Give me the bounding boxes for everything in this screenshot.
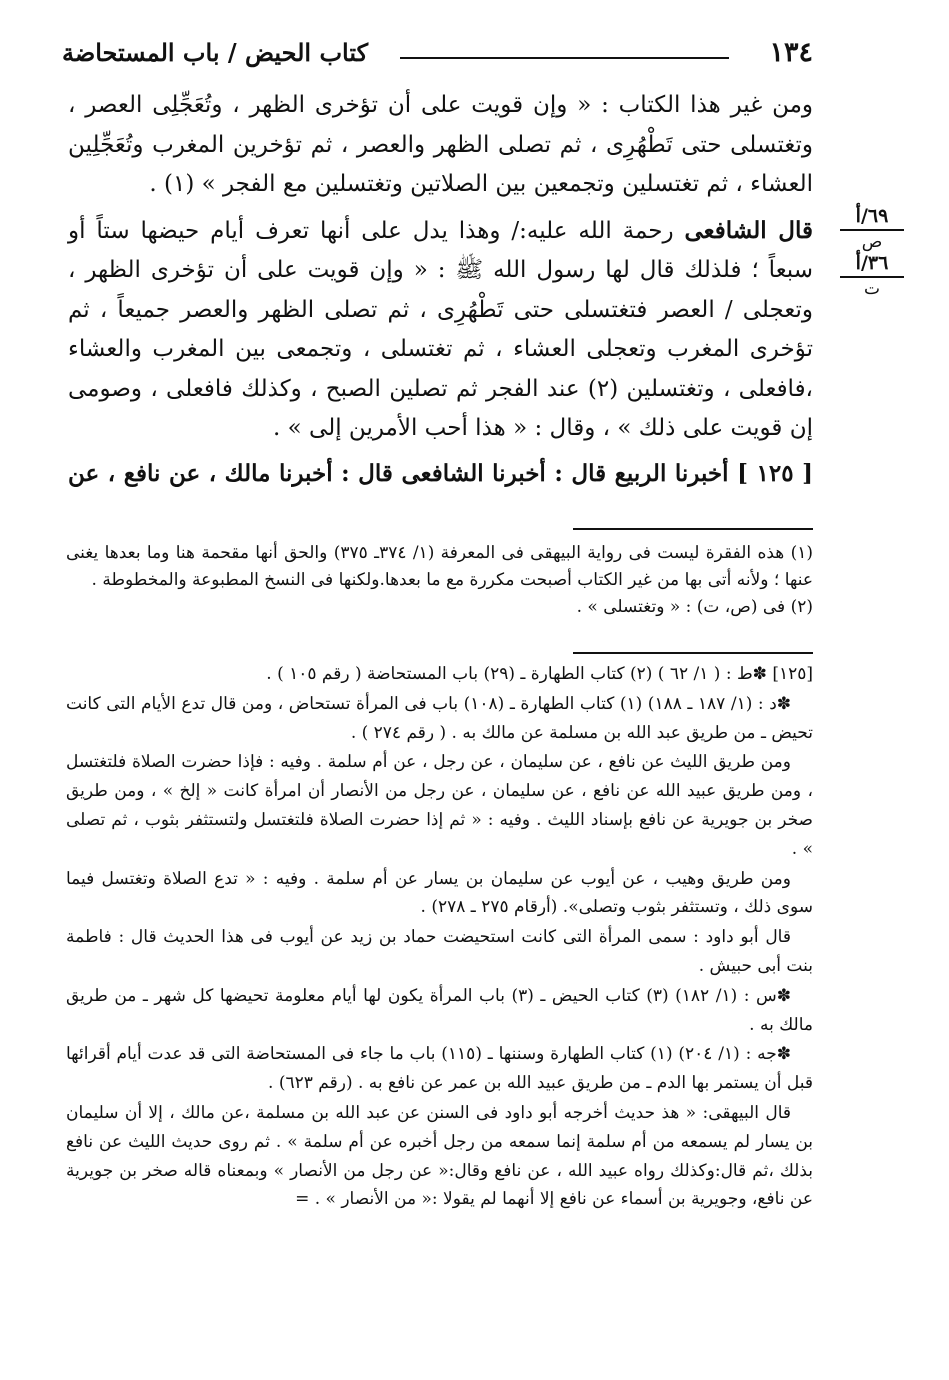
takhrij-7: ✽جه : (١/ ٢٠٤) (١) كتاب الطهارة وسننها ـ (١١٥) باب ما جاء فى المستحاضة التى قد عدت أيام أقرائها قبل أن يستمر بها الدم ـ من طريق عبيد الله بن عمر عن نافع به . (رقم ٦٢٣) .: [66, 1044, 813, 1094]
paragraph-2-text: رحمة الله عليه:/ وهذا يدل على أنها تعرف أيام حيضها ستاً أو سبعاً ؛ فلذلك قال لها رسول الله ﷺ : « وإن قويت على أن تؤخرى الظهر ، وتعجلى / العصر فتغتسلى حتى تَطْهُرِى ، ثم تصلى الظهر والعصر جميعاً ، ثم تؤخرى المغرب وتعجلى العشاء ، ثم تغتسلى ، وتجمعى بين المغرب والعشاء ،فافعلى ، وتغتسلين (٢) عند الفجر ثم تصلين الصبح ، وكذلك فافعلى ، وصومى إن قويت على ذلك » ، وقال : « هذا أحب الأمرين إلى » .: [68, 217, 813, 441]
margin-ref-2: ٣٦/أ: [855, 252, 889, 274]
takhrij-notes: [66, 660, 813, 1215]
takhrij-1: [١٢٥] ✽ط : ( ١/ ٦٢ ) (٢) كتاب الطهارة ـ (٢٩) باب المستحاضة ( رقم ١٠٥ ) .: [266, 664, 813, 684]
margin-sigil-2: ت: [863, 279, 880, 299]
running-title: كتاب الحيض / باب المستحاضة: [62, 38, 369, 67]
hadith-heading: [ ١٢٥ ] أخبرنا الربيع قال : أخبرنا الشافعى قال : أخبرنا مالك ، عن نافع ، عن: [68, 459, 813, 487]
footnote-2: (٢) فى (ص، ت) : « وتغتسلى » .: [576, 597, 813, 617]
margin-rule-2: [840, 276, 904, 278]
takhrij-3: ومن طريق الليث عن نافع ، عن سليمان ، عن رجل ، عن أم سلمة . وفيه : فإذا حضرت الصلاة فلتغتسل ، ومن طريق عبيد الله عن نافع ، عن سليمان ، عن رجل من الأنصار أن امرأة كانت « إلخ » ، ومن طريق صخر بن جويرية عن نافع بإسناد الليث . وفيه : « ثم إذا حضرت الصلاة فلتغتسل ولتستثفر بثوب ، ثم تصلى » .: [66, 752, 813, 859]
speaker-name: قال الشافعى: [684, 216, 813, 244]
takhrij-rule: [573, 652, 813, 654]
main-text: [68, 86, 813, 493]
footnote-rule: [573, 528, 813, 530]
takhrij-4: ومن طريق وهيب ، عن أيوب عن سليمان بن يسار عن أم سلمة . وفيه : « تدع الصلاة وتغتسل فيما سوى ذلك ، وتستثفر بثوب وتصلى». (أرقام ٢٧٥ ـ ٢٧٨) .: [66, 868, 813, 918]
takhrij-8: قال البيهقى: « هذ حديث أخرجه أبو داود فى السنن عن عبد الله بن مسلمة ،عن مالك ، إلا أن سليمان بن يسار لم يسمعه من أم سلمة إنما سمعه من رجل أخبره عن أم سلمة » . ثم روى حديث الليث عن نافع بذلك ،ثم قال:وكذلك رواه عبيد الله ، عن نافع وقال:« عن رجل من الأنصار » وبمعناه قاله صخر بن جويرية عن نافع، وجويرية بن أسماء عن نافع إلا أنهما لم يقولا :« من الأنصار » . =: [66, 1102, 813, 1210]
margin-rule-1: [840, 229, 904, 231]
footnotes: [66, 540, 813, 621]
footnote-1: (١) هذه الفقرة ليست فى رواية البيهقى فى المعرفة (١/ ٣٧٤ـ ٣٧٥) والحق أنها مقحمة هنا وما بعدها يغنى عنها ؛ ولأنه أتى بها من غير الكتاب أصبحت مكررة مع ما بعدها.ولكنها فى النسخ المطبوعة والمخطوطة .: [66, 543, 813, 590]
takhrij-2: ✽د : (١/ ١٨٧ ـ ١٨٨) (١) كتاب الطهارة ـ (١٠٨) باب فى المرأة تستحاض ، ومن قال تدع الأيام التى كانت تحيض ـ من طريق عبد الله بن مسلمة عن مالك به . ( رقم ٢٧٤ ) .: [66, 693, 813, 743]
margin-ref-1: ٦٩/أ: [855, 205, 889, 227]
page-number: ١٣٤: [769, 37, 813, 68]
takhrij-6: ✽س : (١/ ١٨٢) (٣) كتاب الحيض ـ (٣) باب المرأة يكون لها أيام معلومة تحيضها كل شهر ـ من طريق مالك به .: [66, 985, 813, 1035]
margin-sigil-1: ص: [861, 232, 883, 252]
header-rule: [400, 57, 729, 59]
takhrij-5: قال أبو داود : سمى المرأة التى كانت استحيضت حماد بن زيد عن أيوب فى هذا الحديث قال : فاطمة بنت أبى حبيش .: [66, 927, 813, 976]
paragraph-2: [68, 211, 813, 449]
paragraph-1: ومن غير هذا الكتاب : « وإن قويت على أن تؤخرى الظهر ، وتُعَجِّلِى العصر ، وتغتسلى حتى تَطْهُرِى ، ثم تصلى الظهر والعصر ، ثم تؤخرين المغرب وتُعَجِّلِين العشاء ، ثم تغتسلين وتجمعين بين الصلاتين وتغتسلين مع الفجر » (١) .: [68, 92, 813, 197]
margin-references: [832, 205, 912, 299]
